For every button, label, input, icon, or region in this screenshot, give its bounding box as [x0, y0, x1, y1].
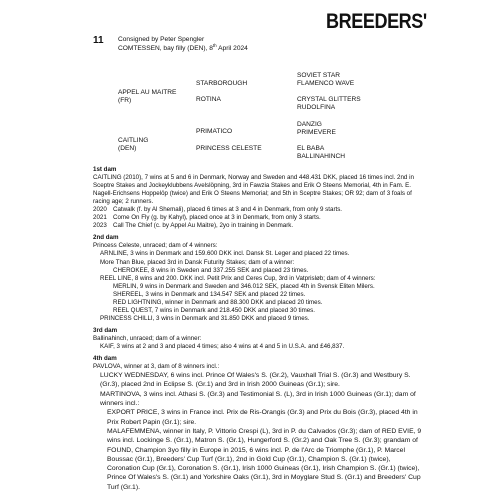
- produce-cherokee: CHEROKEE, 8 wins in Sweden and 337.255 SEK and placed 23 times.: [113, 266, 309, 274]
- produce-reel-line: REEL LINE, 8 wins and 200. DKK incl. Petit Prix and Ceres Cup, 3rd in Vatprisløb; dam of 4 winners:: [100, 274, 376, 282]
- brand-logo: BREEDERS': [326, 10, 427, 33]
- produce-martinova: MARTINOVA, 3 wins incl. Athasi S. (Gr.3) and Testimonial S. (L), 3rd in Irish 1000 Guineas (Gr.1); dam of winners incl.:: [100, 390, 416, 408]
- produce-princess-chilli: PRINCESS CHILLI, 3 wins in Denmark and 31.850 DKK and placed 9 times.: [100, 314, 310, 322]
- lot-header: [118, 35, 248, 53]
- produce-more-than-blue: More Than Blue, placed 3rd in Dansk Futurity Stakes; dam of a winner:: [100, 258, 295, 266]
- ped-dam: CAITLING (DEN): [118, 137, 149, 152]
- third-dam-title: 3rd dam: [93, 326, 118, 334]
- ped-ss: STARBOROUGH: [196, 80, 248, 87]
- ped-dss: DANZIG: [297, 121, 322, 128]
- ped-sd: ROTINA: [196, 96, 221, 103]
- ped-sdd: RUDOLFINA: [297, 104, 336, 111]
- second-dam-intro: Princess Celeste, unraced; dam of 4 winners:: [93, 242, 218, 250]
- consignor: Consigned by Peter Spengler: [118, 36, 205, 43]
- produce-2020: 2020 Catwalk (f. by Al Shemali), placed 6 times at 3 and 4 in Denmark, from only 9 starts.: [93, 206, 343, 214]
- ped-sss: SOVIET STAR: [297, 72, 340, 79]
- third-dam-intro: Ballinahinch, unraced; dam of a winner:: [93, 334, 202, 342]
- lot-number: 11: [93, 35, 104, 46]
- ped-dds: EL BABA: [297, 145, 325, 152]
- produce-malafemmena: MALAFEMMENA, winner in Italy, P. Vittorio Crespi (L), 3rd in P. du Calvados (Gr.3); dam of RED EVIE, 9 wins incl. Lockinge S. (Gr.1), Matron S. (Gr.1), Hungerford S. (Gr.2) and Oak Tree S. (Gr.3); grandam of FOUND, Champion 3yo filly in Europe in 2015, 6 wins incl. P. de l'Arc de Triomphe (Gr.1), P. Marcel Boussac (Gr.1), Breeders' Cup Turf (Gr.1), 2nd in Gold Cup (Gr.1), Champion S. (Gr.1) (twice), Coronation Cup (Gr.1), Coronation S. (Gr.1), Irish 1000 Guineas (Gr.1), Irish Champion S. (Gr.1) (twice), Prince Of Wales's S. (Gr.1) and Yorkshire Oaks (Gr.1), 3rd in Moyglare Stud S. (Gr.1) and Breeders' Cup Turf (Gr.1).: [107, 427, 422, 491]
- horse-description: COMTESSEN, bay filly (DEN), 8th April 2024: [118, 42, 248, 52]
- ped-ddd: BALLINAHINCH: [297, 153, 346, 160]
- first-dam-text: CAITLING (2010), 7 wins at 5 and 6 in Denmark, Norway and Sweden and 448.431 DKK, placed 16 times incl. 2nd in Sceptre Stakes and Jockeyklubbens Avelslöpning, 3rd in Fawzia Stakes and Erik O Steens Memorial, 4th in Fam. E. Nagell-Erichsens Hoppelöp (twice) and Erik O Steens Memorial; and 5th in Sceptre Stakes; OR 92; dam of 3 foals of racing age; 2 runners.: [93, 174, 414, 206]
- produce-2023: 2023 Call The Chief (c. by Appel Au Maitre), 2yo in training in Denmark.: [93, 222, 294, 230]
- ped-dsd: PRIMEVERE: [297, 129, 336, 136]
- ped-sds: CRYSTAL GLITTERS: [297, 96, 361, 103]
- produce-reel-quest: REEL QUEST, 7 wins in Denmark and 218.450 DKK and placed 30 times.: [113, 306, 315, 314]
- fourth-dam-intro: PAVLOVA, winner at 3, dam of 8 winners incl.:: [93, 363, 220, 371]
- ped-dd: PRINCESS CELESTE: [196, 145, 262, 152]
- ped-ssd: FLAMENCO WAVE: [297, 80, 355, 87]
- second-dam-title: 2nd dam: [93, 234, 119, 242]
- produce-lucky-wednesday: LUCKY WEDNESDAY, 6 wins incl. Prince Of Wales's S. (Gr.2), Vauxhall Trial S. (Gr.3) and Westbury S. (Gr.3), placed 2nd in Eclipse S. (Gr.1) and 3rd in Irish 2000 Guineas (Gr.1); sire.: [100, 372, 411, 389]
- produce-red-lightning: RED LIGHTNING, winner in Denmark and 88.300 DKK and placed 20 times.: [113, 298, 323, 306]
- produce-export-price: EXPORT PRICE, 3 wins in France incl. Prix de Ris-Orangis (Gr.3) and Prix du Bois (Gr.3), placed 4th in Prix Robert Papin (Gr.1); sire.: [107, 409, 418, 426]
- fourth-dam-title: 4th dam: [93, 355, 117, 363]
- produce-2021: 2021 Come On Fly (g. by Kahyl), placed once at 3 in Denmark, from only 3 starts.: [93, 214, 321, 222]
- produce-merlin: MERLIN, 9 wins in Denmark and Sweden and 346.012 SEK, placed 4th in Svensk Eliten Milers.: [113, 282, 375, 290]
- produce-arnline: ARNLINE, 3 wins in Denmark and 159.600 DKK incl. Dansk St. Leger and placed 22 times.: [100, 250, 350, 258]
- first-dam-title: 1st dam: [93, 166, 117, 173]
- ped-sire: APPEL AU MAITRE (FR): [118, 89, 177, 104]
- produce-record: [93, 166, 423, 492]
- ped-ds: PRIMATICO: [196, 128, 233, 135]
- produce-kaif: KAIF, 3 wins at 2 and 3 and placed 4 times; also 4 wins at 4 and 5 in U.S.A. and £46,837.: [100, 342, 345, 350]
- produce-shereel: SHEREEL, 3 wins in Denmark and 134.547 SEK and placed 22 times.: [113, 290, 306, 298]
